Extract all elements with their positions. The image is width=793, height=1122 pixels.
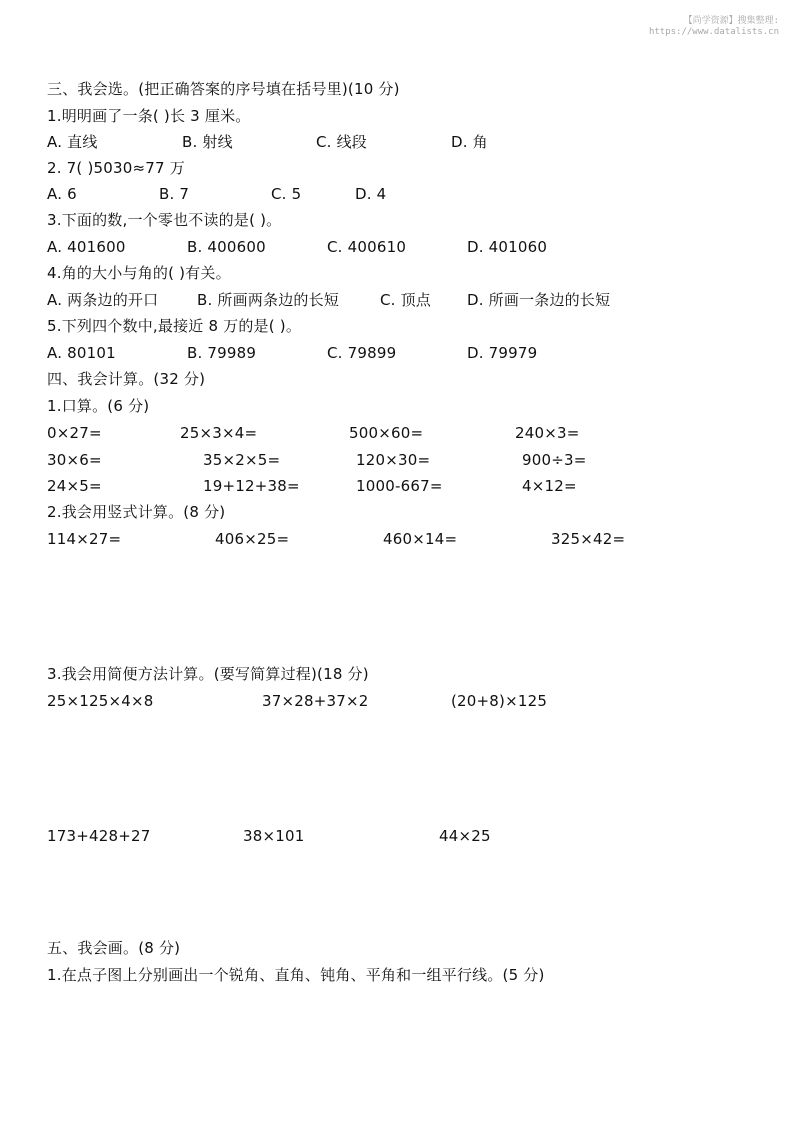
q2-stem: 2. 7( )5030≈77 万 [47,159,185,177]
vertical-problem: 114×27= [47,530,122,548]
oral-problem: 35×2×5= [203,451,281,469]
q4-option-b: B. 所画两条边的长短 [197,291,340,309]
q5-option-c: C. 79899 [327,344,397,362]
oral-problem: 25×3×4= [180,424,258,442]
section3-title: 三、我会选。(把正确答案的序号填在括号里)(10 分) [47,80,400,98]
simplify-problem: (20+8)×125 [451,692,548,710]
oral-problem: 1000-667= [356,477,443,495]
oral-calc-title: 1.口算。(6 分) [47,397,150,415]
q2-option-a: A. 6 [47,185,77,203]
q5-option-b: B. 79989 [187,344,257,362]
q4-option-a: A. 两条边的开口 [47,291,159,309]
simplify-problem: 173+428+27 [47,827,151,845]
section4-title: 四、我会计算。(32 分) [47,370,206,388]
q3-option-c: C. 400610 [327,238,407,256]
vertical-problem: 460×14= [383,530,458,548]
oral-problem: 240×3= [515,424,580,442]
simplify-problem: 44×25 [439,827,491,845]
q4-stem: 4.角的大小与角的( )有关。 [47,264,231,282]
oral-problem: 4×12= [522,477,577,495]
simplify-calc-title: 3.我会用简便方法计算。(要写简算过程)(18 分) [47,665,369,683]
oral-problem: 120×30= [356,451,431,469]
oral-problem: 500×60= [349,424,424,442]
oral-problem: 19+12+38= [203,477,300,495]
q5-stem: 5.下列四个数中,最接近 8 万的是( )。 [47,317,302,335]
q3-stem: 3.下面的数,一个零也不读的是( )。 [47,211,282,229]
q1-option-c: C. 线段 [316,133,368,151]
vertical-calc-title: 2.我会用竖式计算。(8 分) [47,503,226,521]
simplify-problem: 25×125×4×8 [47,692,154,710]
drawing-question: 1.在点子图上分别画出一个锐角、直角、钝角、平角和一组平行线。(5 分) [47,966,545,984]
section5-title: 五、我会画。(8 分) [47,939,181,957]
watermark-line-2: https://www.datalists.cn [648,27,779,37]
vertical-problem: 325×42= [551,530,626,548]
q3-option-b: B. 400600 [187,238,266,256]
q5-option-a: A. 80101 [47,344,116,362]
q1-option-d: D. 角 [451,133,488,151]
q2-option-c: C. 5 [271,185,302,203]
q5-option-d: D. 79979 [467,344,538,362]
vertical-problem: 406×25= [215,530,290,548]
q2-option-b: B. 7 [159,185,190,203]
q3-option-d: D. 401060 [467,238,548,256]
simplify-problem: 37×28+37×2 [262,692,369,710]
oral-problem: 24×5= [47,477,102,495]
q2-option-d: D. 4 [355,185,387,203]
q1-option-b: B. 射线 [182,133,233,151]
q1-stem: 1.明明画了一条( )长 3 厘米。 [47,107,251,125]
oral-problem: 900÷3= [522,451,587,469]
q1-option-a: A. 直线 [47,133,98,151]
oral-problem: 0×27= [47,424,102,442]
q3-option-a: A. 401600 [47,238,126,256]
q4-option-c: C. 顶点 [380,291,432,309]
oral-problem: 30×6= [47,451,102,469]
q4-option-d: D. 所画一条边的长短 [467,291,611,309]
watermark-line-1: 【尚学资源】搜集整理: [683,16,779,26]
simplify-problem: 38×101 [243,827,305,845]
